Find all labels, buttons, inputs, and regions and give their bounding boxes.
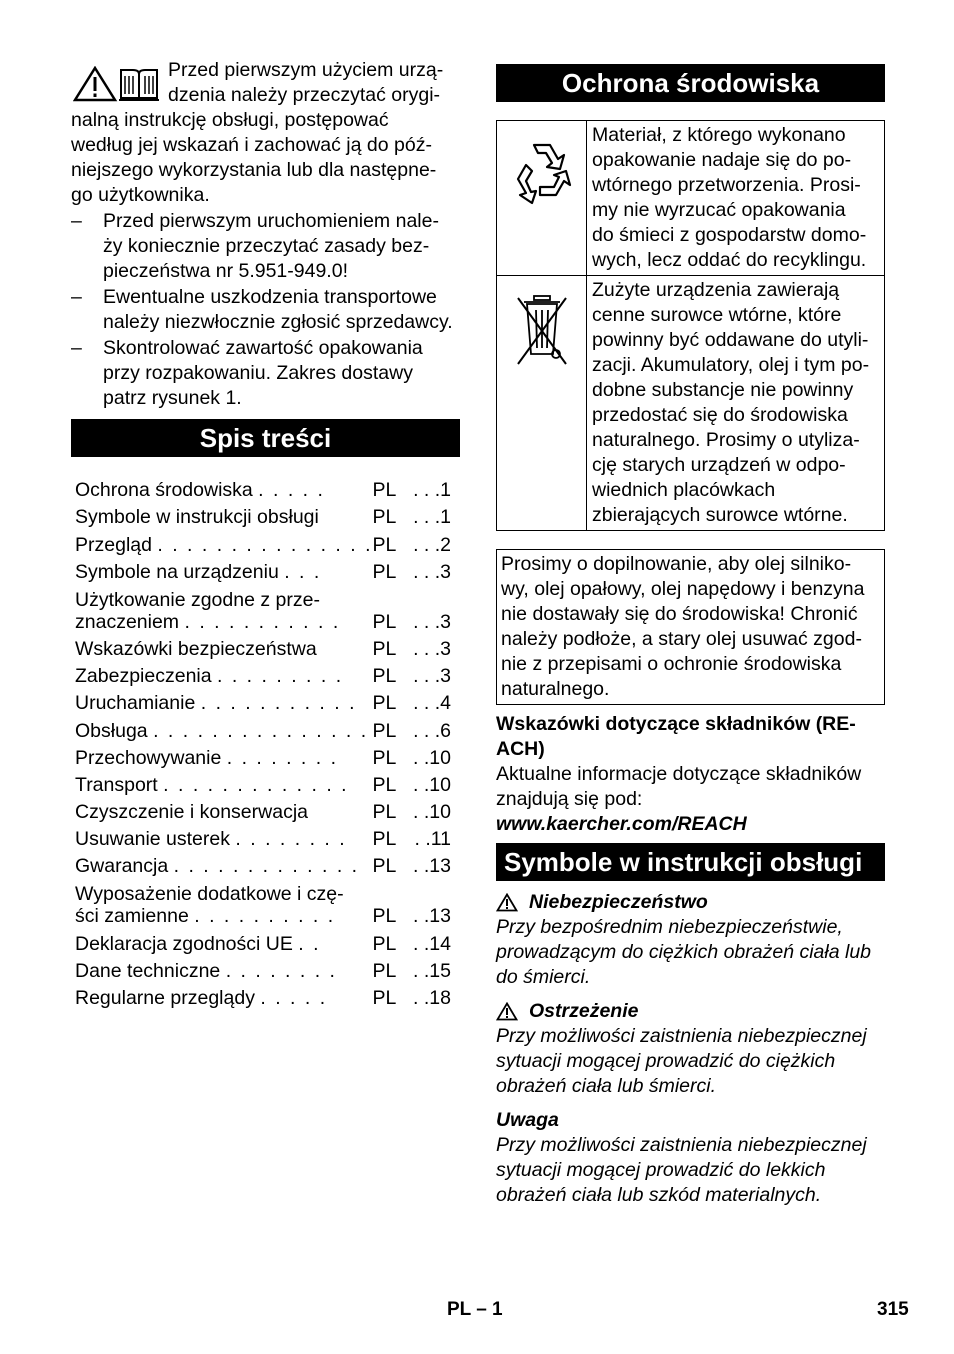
- toc-row[interactable]: [71, 583, 460, 633]
- oil-notice-line: nie z przepisami o ochronie środowiska: [501, 653, 842, 675]
- toc-leader-dots: . . . . . . . . . . .: [200, 692, 357, 715]
- env-text-line: przedostać się do środowiska: [592, 404, 848, 426]
- env-icon-cell: [497, 276, 587, 531]
- warning-read-manual-icon: [73, 66, 161, 102]
- bullet-line: Skontrolować zawartość opakowania: [103, 337, 423, 359]
- toc-entry-lang: PL: [372, 905, 397, 928]
- toc-leader-dots: . . . . . . . . . . . . . . .: [157, 533, 373, 556]
- oil-notice-line: naturalnego.: [501, 678, 610, 700]
- env-text-line: wtórnego przetworzenia. Prosi-: [592, 174, 861, 196]
- toc-entry-line: Deklaracja zgodności UE: [75, 932, 293, 955]
- toc-entry-line-wrap: [75, 747, 338, 769]
- toc-row[interactable]: [71, 927, 460, 954]
- intro-line: dzenia należy przeczytać orygi-: [168, 84, 441, 106]
- toc-entry-title: [71, 474, 373, 501]
- toc-entry-lang: PL: [372, 665, 397, 688]
- oil-notice-line: nie dostawały się do środowiska! Chronić: [501, 603, 858, 625]
- toc-entry-title: [71, 528, 373, 555]
- intro-bullets: [71, 209, 460, 411]
- toc-entry-line-wrap: [75, 855, 359, 877]
- danger-text: do śmierci.: [496, 966, 591, 988]
- bullet-line: przy rozpakowaniu. Zakres dostawy: [103, 362, 413, 384]
- toc-heading: Spis treści: [71, 419, 460, 457]
- toc-entry-line-wrap: [75, 665, 343, 687]
- dash-marker: –: [71, 337, 82, 359]
- toc-entry-title: [71, 556, 373, 583]
- toc-entry-line-wrap: [75, 534, 373, 556]
- caution-text: Przy możliwości zaistnienia niebezpiecznej: [496, 1134, 867, 1156]
- toc-leader-dots: . . . . . . . . . . . . .: [163, 773, 349, 796]
- danger-label: Niebezpieczeństwo: [529, 891, 708, 913]
- warning-heading: [496, 999, 885, 1024]
- toc-entry-page: . . .3: [413, 665, 451, 688]
- toc-entry-line-wrap: [75, 479, 325, 501]
- env-text-line: my nie wyrzucać opakowania: [592, 199, 846, 221]
- toc-leader-dots: . . . . .: [260, 987, 328, 1009]
- dash-marker: –: [71, 210, 82, 232]
- toc-entry-page: . .10: [413, 746, 451, 769]
- bullet-line: pieczeństwa nr 5.951-949.0!: [103, 260, 348, 282]
- bullet-line: należy niezwłocznie zgłosić sprzedawcy.: [103, 311, 453, 333]
- toc-entry-line: Obsługa: [75, 719, 148, 742]
- toc-entry-line-wrap: [75, 774, 349, 796]
- env-table: [496, 120, 885, 531]
- toc-entry-lang: PL: [372, 801, 397, 824]
- toc-entry-page: . .13: [413, 905, 451, 928]
- intro-line: niejszego wykorzystania lub dla następne-: [71, 159, 437, 181]
- env-text-line: do śmieci z gospodarstw domo-: [592, 224, 867, 246]
- toc-entry-page: . . .2: [413, 533, 451, 556]
- toc-row[interactable]: [71, 850, 460, 877]
- toc-leader-dots: . . . . . . . . . . . . .: [173, 855, 360, 878]
- toc-leader-dots: . . . . . . . .: [226, 746, 339, 769]
- caution-text: obrażeń ciała lub szkód materialnych.: [496, 1184, 822, 1206]
- toc-entry-lang: PL: [372, 828, 397, 851]
- toc-entry-line-wrap: [75, 561, 321, 583]
- caution-text: sytuacji mogącej prowadzić do lekkich: [496, 1159, 826, 1181]
- toc-leader-dots: . . . . . . . . .: [217, 665, 344, 688]
- toc-row[interactable]: [71, 769, 460, 796]
- reach-heading: ACH): [496, 738, 545, 760]
- toc-entry-line: Wyposażenie dodatkowe i czę-: [75, 883, 344, 906]
- caution-heading: [496, 1108, 885, 1133]
- toc-entry-line: Wskazówki bezpieczeństwa: [75, 637, 317, 660]
- footer-page-label: PL – 1: [447, 1299, 503, 1320]
- warning-text: Przy możliwości zaistnienia niebezpiecznej: [496, 1025, 867, 1047]
- toc-entry-lang: PL: [372, 560, 397, 583]
- toc-entry-lang: PL: [372, 479, 397, 502]
- env-text-line: naturalnego. Prosimy o utyliza-: [592, 429, 860, 451]
- toc-entry-line: Przegląd: [75, 533, 152, 556]
- toc-entry-lang: PL: [372, 610, 397, 633]
- toc-entry-line: ści zamienne: [75, 905, 189, 928]
- bullet-item: [71, 209, 460, 284]
- toc-entry-page: . . .4: [413, 692, 451, 715]
- toc-entry-line-wrap: [75, 611, 373, 633]
- toc-entry-line-wrap: [75, 828, 347, 850]
- toc-entry-title: [71, 660, 373, 687]
- dash-marker: –: [71, 286, 82, 308]
- danger-text: Przy bezpośrednim niebezpieczeństwie,: [496, 916, 843, 938]
- env-text-line: cenne surowce wtórne, które: [592, 304, 842, 326]
- toc-entry-lang: PL: [372, 533, 397, 556]
- toc-table: [71, 474, 460, 1009]
- toc-entry-line: Usuwanie usterek: [75, 828, 230, 851]
- toc-entry-title: [71, 955, 373, 982]
- intro-line: nalną instrukcję obsługi, postępować: [71, 109, 389, 131]
- warning-text: obrażeń ciała lub śmierci.: [496, 1075, 717, 1097]
- toc-entry-lang: PL: [372, 855, 397, 878]
- toc-entry-line-wrap: [75, 987, 327, 1009]
- symbols-heading: Symbole w instrukcji obsługi: [496, 843, 885, 881]
- toc-row[interactable]: [71, 823, 460, 850]
- toc-entry-lang: PL: [372, 637, 397, 660]
- env-row-bin: [497, 276, 885, 531]
- toc-entry-line-wrap: [75, 638, 317, 660]
- toc-row[interactable]: [71, 742, 460, 769]
- env-text-line: zbierających surowce wtórne.: [592, 504, 848, 526]
- toc-entry-line: Użytkowanie zgodne z prze-: [75, 588, 320, 611]
- toc-entry-lang: PL: [372, 987, 397, 1009]
- warning-label: Ostrzeżenie: [529, 1000, 639, 1022]
- danger-heading: [496, 890, 885, 915]
- env-text-cell: [587, 276, 885, 531]
- footer-page-number: 315: [877, 1299, 909, 1320]
- oil-notice-line: Prosimy o dopilnowanie, aby olej silniko-: [501, 553, 852, 575]
- env-row-recycling: [497, 121, 885, 276]
- toc-entry-title: [71, 877, 373, 927]
- reach-section: [496, 712, 885, 837]
- toc-entry-line-wrap: [75, 506, 319, 528]
- toc-entry-title: [71, 769, 373, 796]
- toc-entry-page: . . .3: [413, 637, 451, 660]
- toc-entry-page: . . .3: [413, 610, 451, 633]
- toc-entry-title: [71, 633, 373, 660]
- env-text-line: powinny być oddawane do utyli-: [592, 329, 869, 351]
- reach-text: Aktualne informacje dotyczące składników: [496, 763, 862, 785]
- toc-entry-line-wrap: [75, 960, 337, 982]
- intro-line: według jej wskazań i zachować ją do póź-: [71, 134, 432, 156]
- caution-label: Uwaga: [496, 1109, 559, 1131]
- toc-leader-dots: . . . . . . . . . . .: [184, 610, 341, 633]
- bullet-line: patrz rysunek 1.: [103, 387, 242, 409]
- toc-entry-line-wrap: [75, 720, 368, 742]
- toc-entry-line: Ochrona środowiska: [75, 479, 253, 502]
- bullet-item: [71, 336, 460, 411]
- env-text-cell: [587, 121, 885, 276]
- toc-entry-line: Gwarancja: [75, 855, 169, 878]
- oil-notice-line: należy podłoże, a stary olej usuwać zgod-: [501, 628, 862, 650]
- oil-notice-line: wy, olej opałowy, olej napędowy i benzyna: [501, 578, 865, 600]
- env-heading: Ochrona środowiska: [496, 64, 885, 102]
- toc-entry-page: . .14: [413, 932, 451, 955]
- toc-entry-line-wrap: [75, 905, 373, 927]
- toc-entry-lang: PL: [372, 692, 397, 715]
- toc-entry-line: znaczeniem: [75, 610, 180, 633]
- toc-entry-title: [71, 796, 373, 823]
- toc-entry-lang: PL: [372, 932, 397, 955]
- toc-entry-line: Symbole na urządzeniu: [75, 560, 279, 583]
- toc-entry-line: Regularne przeglądy: [75, 987, 255, 1009]
- toc-row[interactable]: [71, 687, 460, 714]
- toc-entry-lang: PL: [372, 959, 397, 982]
- toc-row[interactable]: [71, 877, 460, 927]
- toc-entry-page: . . .1: [413, 506, 451, 529]
- toc-entry-title: [71, 850, 373, 877]
- toc-entry-title: [71, 501, 373, 528]
- toc-entry-page: . .10: [413, 801, 451, 824]
- toc-entry-lang: PL: [372, 773, 397, 796]
- toc-entry-line: Symbole w instrukcji obsługi: [75, 506, 319, 529]
- toc-entry-page: . .10: [413, 773, 451, 796]
- toc-entry-line: Zabezpieczenia: [75, 665, 212, 688]
- intro-section: [71, 58, 460, 208]
- toc-entry-page: . .13: [413, 855, 451, 878]
- toc-entry-line-wrap: [75, 801, 308, 823]
- env-text-line: cję starych urządzeń w odpo-: [592, 454, 846, 476]
- intro-line: go użytkownika.: [71, 184, 210, 206]
- toc-leader-dots: . . .: [284, 560, 322, 583]
- oil-notice-box: [496, 549, 885, 705]
- warning-triangle-icon: [496, 1002, 518, 1021]
- recycling-icon: [504, 135, 580, 211]
- reach-heading: Wskazówki dotyczące składników (RE-: [496, 713, 856, 735]
- toc-entry-page: . .11: [414, 828, 451, 851]
- toc-entry-title: [71, 982, 373, 1009]
- crossed-bin-icon: [512, 292, 572, 368]
- toc-entry-line: Uruchamianie: [75, 692, 196, 715]
- intro-line: Przed pierwszym użyciem urzą-: [168, 59, 444, 81]
- toc-entry-line: Transport: [75, 773, 158, 796]
- danger-text: prowadzącym do ciężkich obrażeń ciała lub: [496, 941, 872, 963]
- env-text-line: Zużyte urządzenia zawierają: [592, 279, 840, 301]
- bullet-line: Ewentualne uszkodzenia transportowe: [103, 286, 437, 308]
- reach-text: znajdują się pod:: [496, 788, 643, 810]
- warning-text: sytuacji mogącej prowadzić do ciężkich: [496, 1050, 836, 1072]
- toc-row[interactable]: [71, 528, 460, 555]
- toc-row[interactable]: [71, 633, 460, 660]
- toc-entry-line: Czyszczenie i konserwacja: [75, 801, 309, 824]
- toc-entry-title: [71, 927, 373, 954]
- bullet-line: Przed pierwszym uruchomieniem nale-: [103, 210, 439, 232]
- toc-entry-page: . .15: [413, 959, 451, 982]
- toc-row[interactable]: [71, 982, 460, 1009]
- env-text-line: wiednich placówkach: [592, 479, 776, 501]
- toc-row[interactable]: [71, 714, 460, 741]
- toc-leader-dots: . . . . . . . . . .: [194, 905, 336, 928]
- toc-entry-page: . . .3: [413, 560, 451, 583]
- toc-entry-lang: PL: [372, 506, 397, 529]
- toc-entry-page: . . .6: [413, 719, 451, 742]
- toc-entry-line: Dane techniczne: [75, 959, 221, 982]
- env-text-line: zacji. Akumulatory, olej i tym po-: [592, 354, 870, 376]
- env-icon-cell: [497, 121, 587, 276]
- toc-row[interactable]: [71, 501, 460, 528]
- toc-entry-line-wrap: [75, 933, 321, 955]
- toc-entry-page: . .18: [413, 987, 451, 1009]
- symbols-section: [496, 890, 885, 1208]
- toc-entry-title: [71, 687, 373, 714]
- toc-row[interactable]: [71, 796, 460, 823]
- toc-entry-title: [71, 823, 373, 850]
- toc-leader-dots: . . . . . . . .: [235, 828, 347, 851]
- toc-entry-page: . . .1: [413, 479, 451, 502]
- toc-leader-dots: . . . . . . . . . . . . . . .: [153, 719, 369, 742]
- env-text-line: dobne substancje nie powinny: [592, 379, 854, 401]
- env-text-line: Materiał, z którego wykonano: [592, 124, 846, 146]
- toc-entry-title: [71, 742, 373, 769]
- toc-entry-title: [71, 583, 373, 633]
- toc-leader-dots: . .: [298, 932, 321, 955]
- toc-leader-dots: . . . . . . . .: [225, 959, 337, 982]
- reach-url: www.kaercher.com/REACH: [496, 813, 747, 835]
- toc-leader-dots: . . . . .: [258, 479, 325, 502]
- toc-row[interactable]: [71, 660, 460, 687]
- toc-entry-line-wrap: [75, 692, 357, 714]
- toc-row[interactable]: [71, 474, 460, 501]
- left-column: [71, 58, 460, 1009]
- env-text-line: wych, lecz oddać do recyklingu.: [592, 249, 867, 271]
- warning-triangle-icon: [496, 893, 518, 912]
- right-column: [496, 64, 885, 1208]
- toc-row[interactable]: [71, 955, 460, 982]
- bullet-line: ży koniecznie przeczytać zasady bez-: [103, 235, 430, 257]
- toc-entry-lang: PL: [372, 719, 397, 742]
- toc-entry-title: [71, 714, 373, 741]
- env-text-line: opakowanie nadaje się do po-: [592, 149, 852, 171]
- toc-entry-line: Przechowywanie: [75, 746, 222, 769]
- bullet-item: [71, 285, 460, 335]
- toc-row[interactable]: [71, 556, 460, 583]
- toc-entry-lang: PL: [372, 746, 397, 769]
